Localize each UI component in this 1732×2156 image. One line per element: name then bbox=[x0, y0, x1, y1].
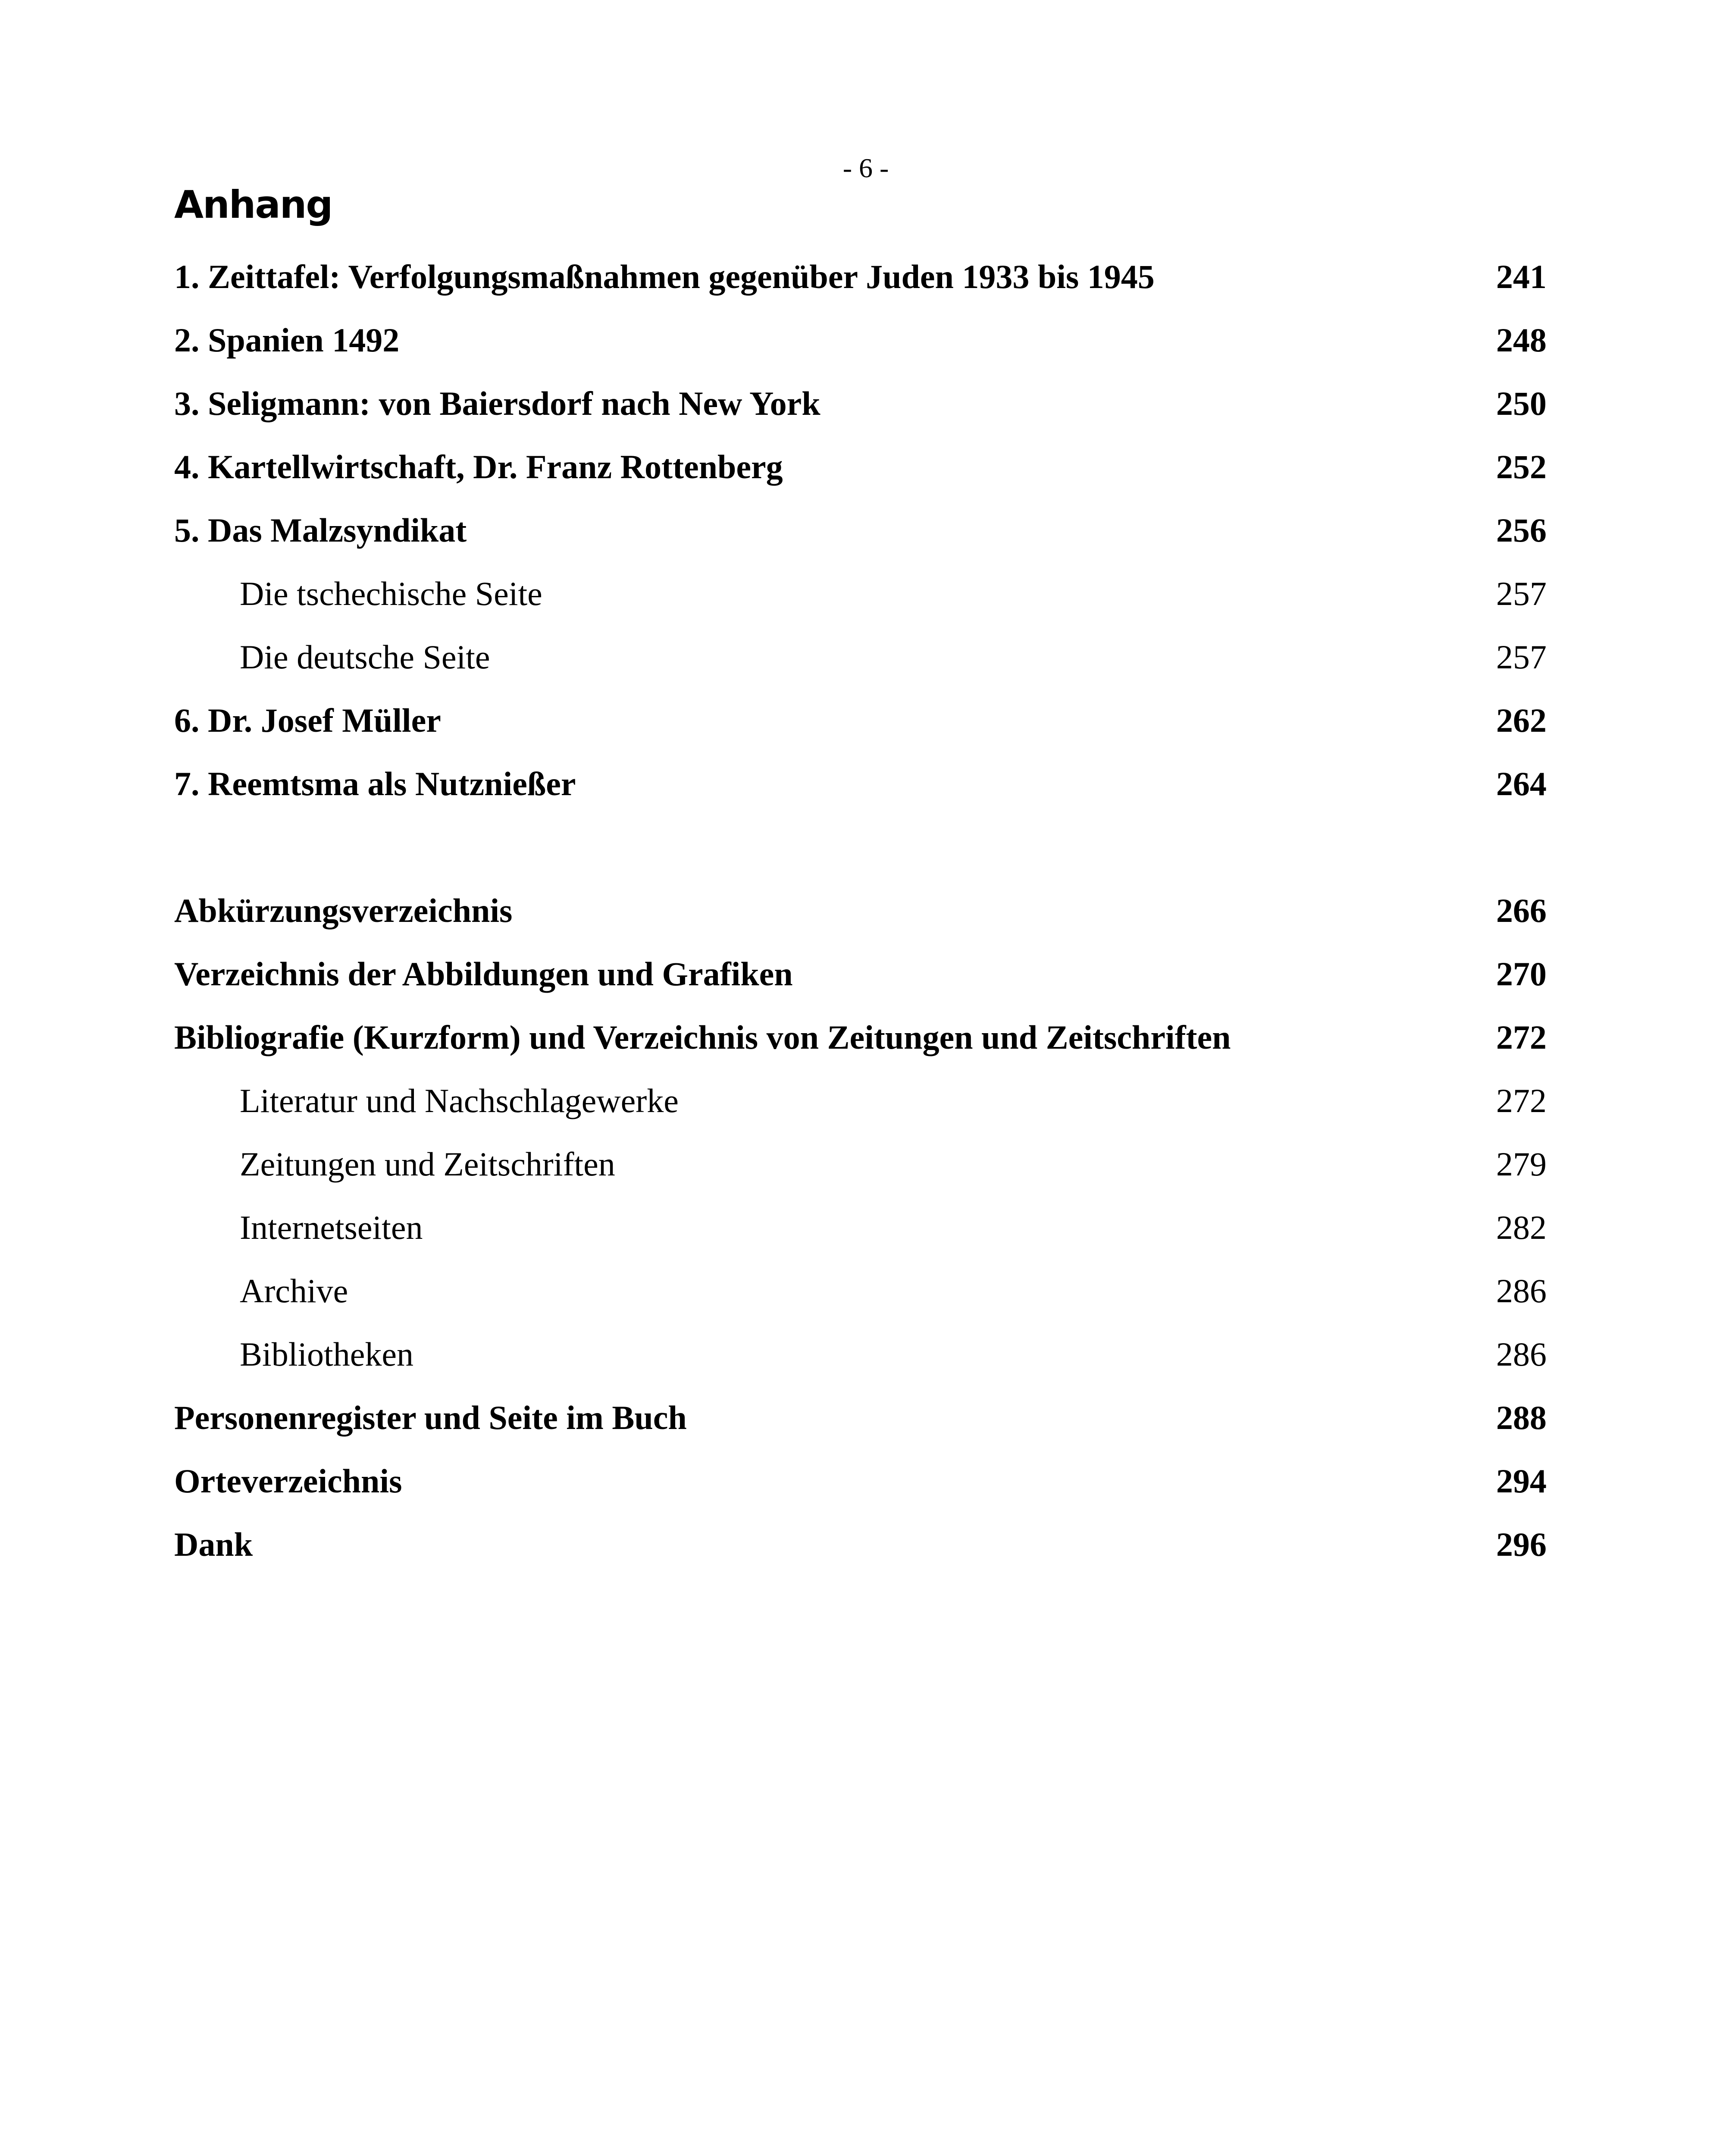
toc-subentry[interactable] bbox=[174, 562, 1547, 625]
table-of-contents bbox=[174, 245, 1547, 1576]
toc-subentry[interactable] bbox=[174, 625, 1547, 689]
toc-entry-page: 296 bbox=[1496, 1526, 1547, 1563]
toc-subentry[interactable] bbox=[174, 1196, 1547, 1259]
toc-entry-page: 256 bbox=[1496, 511, 1547, 549]
toc-entry-title: Internetseiten bbox=[240, 1209, 423, 1246]
toc-entry-title: 6. Dr. Josef Müller bbox=[174, 702, 441, 739]
toc-entry-title: 1. Zeittafel: Verfolgungsmaßnahmen gegenüber Juden 1933 bis 1945 bbox=[174, 258, 1155, 295]
section-spacer bbox=[174, 815, 1547, 879]
toc-entry-title: 4. Kartellwirtschaft, Dr. Franz Rottenberg bbox=[174, 448, 783, 486]
toc-entry-page: 288 bbox=[1496, 1399, 1547, 1436]
toc-entry-page: 262 bbox=[1496, 702, 1547, 739]
toc-entry-title: Abkürzungsverzeichnis bbox=[174, 892, 513, 929]
toc-entry-title: Archive bbox=[240, 1272, 348, 1310]
toc-entry-page: 272 bbox=[1496, 1082, 1547, 1119]
toc-entry-page: 294 bbox=[1496, 1462, 1547, 1500]
toc-entry-page: 250 bbox=[1496, 385, 1547, 422]
toc-entry-page: 286 bbox=[1496, 1272, 1547, 1310]
toc-entry[interactable] bbox=[174, 752, 1547, 815]
toc-entry-page: 279 bbox=[1496, 1145, 1547, 1183]
toc-entry-title: Personenregister und Seite im Buch bbox=[174, 1399, 687, 1436]
toc-entry[interactable] bbox=[174, 942, 1547, 1006]
toc-entry-title: 2. Spanien 1492 bbox=[174, 321, 400, 359]
toc-entry-page: 241 bbox=[1496, 258, 1547, 295]
toc-entry-title: 7. Reemtsma als Nutznießer bbox=[174, 765, 576, 802]
toc-entry-page: 270 bbox=[1496, 955, 1547, 993]
toc-entry-page: 257 bbox=[1496, 638, 1547, 676]
toc-entry[interactable] bbox=[174, 308, 1547, 372]
toc-entry-title: Die deutsche Seite bbox=[240, 638, 490, 676]
toc-entry[interactable] bbox=[174, 435, 1547, 498]
toc-entry[interactable] bbox=[174, 1449, 1547, 1513]
section-heading: Anhang bbox=[174, 182, 332, 227]
toc-entry-title: Die tschechische Seite bbox=[240, 575, 542, 612]
toc-entry-title: Bibliotheken bbox=[240, 1335, 413, 1373]
toc-entry[interactable] bbox=[174, 372, 1547, 435]
toc-entry-title: Orteverzeichnis bbox=[174, 1462, 402, 1500]
toc-entry-title: 5. Das Malzsyndikat bbox=[174, 511, 467, 549]
toc-entry[interactable] bbox=[174, 498, 1547, 562]
toc-entry-page: 272 bbox=[1496, 1018, 1547, 1056]
page-number: - 6 - bbox=[843, 153, 889, 183]
toc-entry[interactable] bbox=[174, 1006, 1547, 1069]
toc-entry-page: 257 bbox=[1496, 575, 1547, 612]
toc-entry-page: 266 bbox=[1496, 892, 1547, 929]
toc-entry-page: 252 bbox=[1496, 448, 1547, 486]
toc-entry[interactable] bbox=[174, 689, 1547, 752]
toc-subentry[interactable] bbox=[174, 1259, 1547, 1322]
toc-entry-title: Dank bbox=[174, 1526, 253, 1563]
toc-entry[interactable] bbox=[174, 1513, 1547, 1576]
toc-subentry[interactable] bbox=[174, 1069, 1547, 1132]
toc-subentry[interactable] bbox=[174, 1322, 1547, 1386]
toc-entry[interactable] bbox=[174, 879, 1547, 942]
toc-entry-title: 3. Seligmann: von Baiersdorf nach New York bbox=[174, 385, 821, 422]
toc-entry-page: 264 bbox=[1496, 765, 1547, 802]
toc-entry-title: Verzeichnis der Abbildungen und Grafiken bbox=[174, 955, 793, 993]
toc-entry-title: Literatur und Nachschlagewerke bbox=[240, 1082, 679, 1119]
toc-entry-title: Zeitungen und Zeitschriften bbox=[240, 1145, 615, 1183]
toc-entry-page: 286 bbox=[1496, 1335, 1547, 1373]
toc-entry-page: 248 bbox=[1496, 321, 1547, 359]
toc-subentry[interactable] bbox=[174, 1132, 1547, 1196]
toc-entry-page: 282 bbox=[1496, 1209, 1547, 1246]
toc-entry[interactable] bbox=[174, 1386, 1547, 1449]
toc-entry[interactable] bbox=[174, 245, 1547, 308]
toc-entry-title: Bibliografie (Kurzform) und Verzeichnis von Zeitungen und Zeitschriften bbox=[174, 1018, 1231, 1056]
